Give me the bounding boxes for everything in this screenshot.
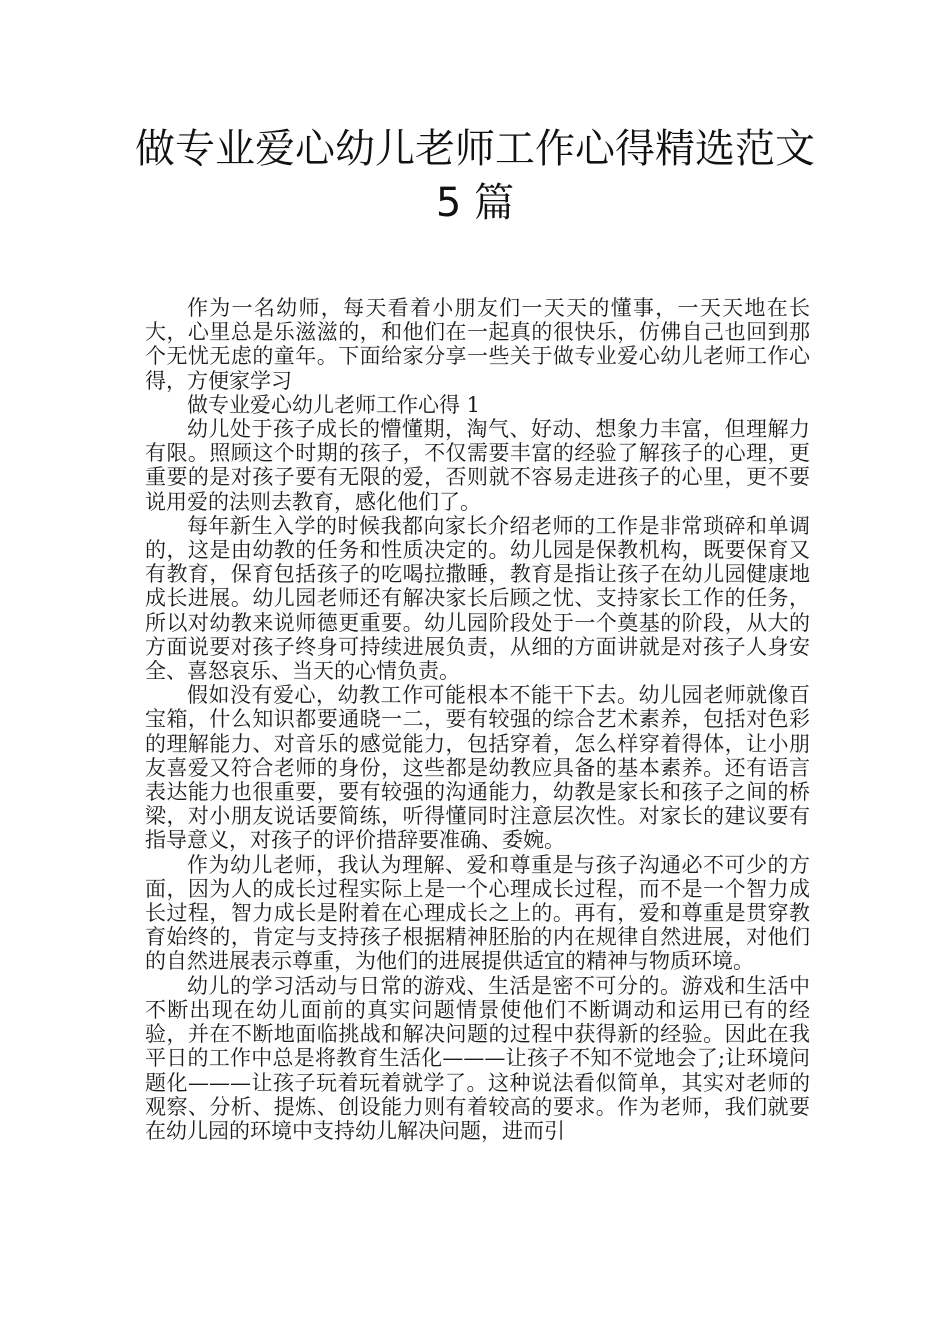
title-line-1: 做专业爱心幼儿老师工作心得精选范文: [135, 126, 815, 172]
section-heading: 做专业爱心幼儿老师工作心得 1: [187, 392, 481, 417]
document-body: [145, 296, 810, 1143]
body-paragraph: 每年新生入学的时候我都向家长介绍老师的工作是非常琐碎和单调的，这是由幼教的任务和性质决定的。幼儿园是保教机构，既要保育又有教育，保育包括孩子的吃喝拉撒睡，教育是指让孩子在幼儿园健康地成长进展。幼儿园老师还有解决家长后顾之忧、支持家长工作的任务，所以对幼教来说师德更重要。幼儿园阶段处于一个奠基的阶段，从大的方面说要对孩子终身可持续进展负责，从细的方面讲就是对孩子人身安全、喜怒哀乐、当天的心情负责。: [145, 513, 810, 684]
title-line-2: 5 篇: [435, 180, 515, 226]
body-paragraph: 幼儿的学习活动与日常的游戏、生活是密不可分的。游戏和生活中不断出现在幼儿面前的真实问题情景使他们不断调动和运用已有的经验，并在不断地面临挑战和解决问题的过程中获得新的经验。因此在我平日的工作中总是将教育生活化———让孩子不知不觉地会了;让环境问题化———让孩子玩着玩着就学了。这种说法看似简单，其实对老师的观察、分析、提炼、创设能力则有着较高的要求。作为老师，我们就要在幼儿园的环境中支持幼儿解决问题，进而引: [145, 973, 810, 1143]
body-paragraph: 幼儿处于孩子成长的懵懂期，淘气、好动、想象力丰富，但理解力有限。照顾这个时期的孩子，不仅需要丰富的经验了解孩子的心理，更重要的是对孩子要有无限的爱，否则就不容易走进孩子的心里，更不要说用爱的法则去教育，感化他们了。: [145, 417, 810, 514]
intro-paragraph: 作为一名幼师，每天看着小朋友们一天天的懂事，一天天地在长大，心里总是乐滋滋的，和他们在一起真的很快乐，仿佛自己也回到那个无忧无虑的童年。下面给家分享一些关于做专业爱心幼儿老师工作心得，方便家学习: [145, 296, 810, 393]
body-paragraph: 作为幼儿老师，我认为理解、爱和尊重是与孩子沟通必不可少的方面，因为人的成长过程实际上是一个心理成长过程，而不是一个智力成长过程，智力成长是附着在心理成长之上的。再有，爱和尊重是贯穿教育始终的，肯定与支持孩子根据精神胚胎的内在规律自然进展，对他们的自然进展表示尊重，为他们的进展提供适宜的精神与物质环境。: [145, 852, 810, 974]
document-title: [110, 122, 840, 230]
body-paragraph: 假如没有爱心，幼教工作可能根本不能干下去。幼儿园老师就像百宝箱，什么知识都要通晓一二，要有较强的综合艺术素养，包括对色彩的理解能力、对音乐的感觉能力，包括穿着，怎么样穿着得体，让小朋友喜爱又符合老师的身份，这些都是幼教应具备的基本素养。还有语言表达能力也很重要，要有较强的沟通能力，幼教是家长和孩子之间的桥梁，对小朋友说话要简练，听得懂同时注意层次性。对家长的建议要有指导意义，对孩子的评价措辞要准确、委婉。: [145, 683, 810, 853]
